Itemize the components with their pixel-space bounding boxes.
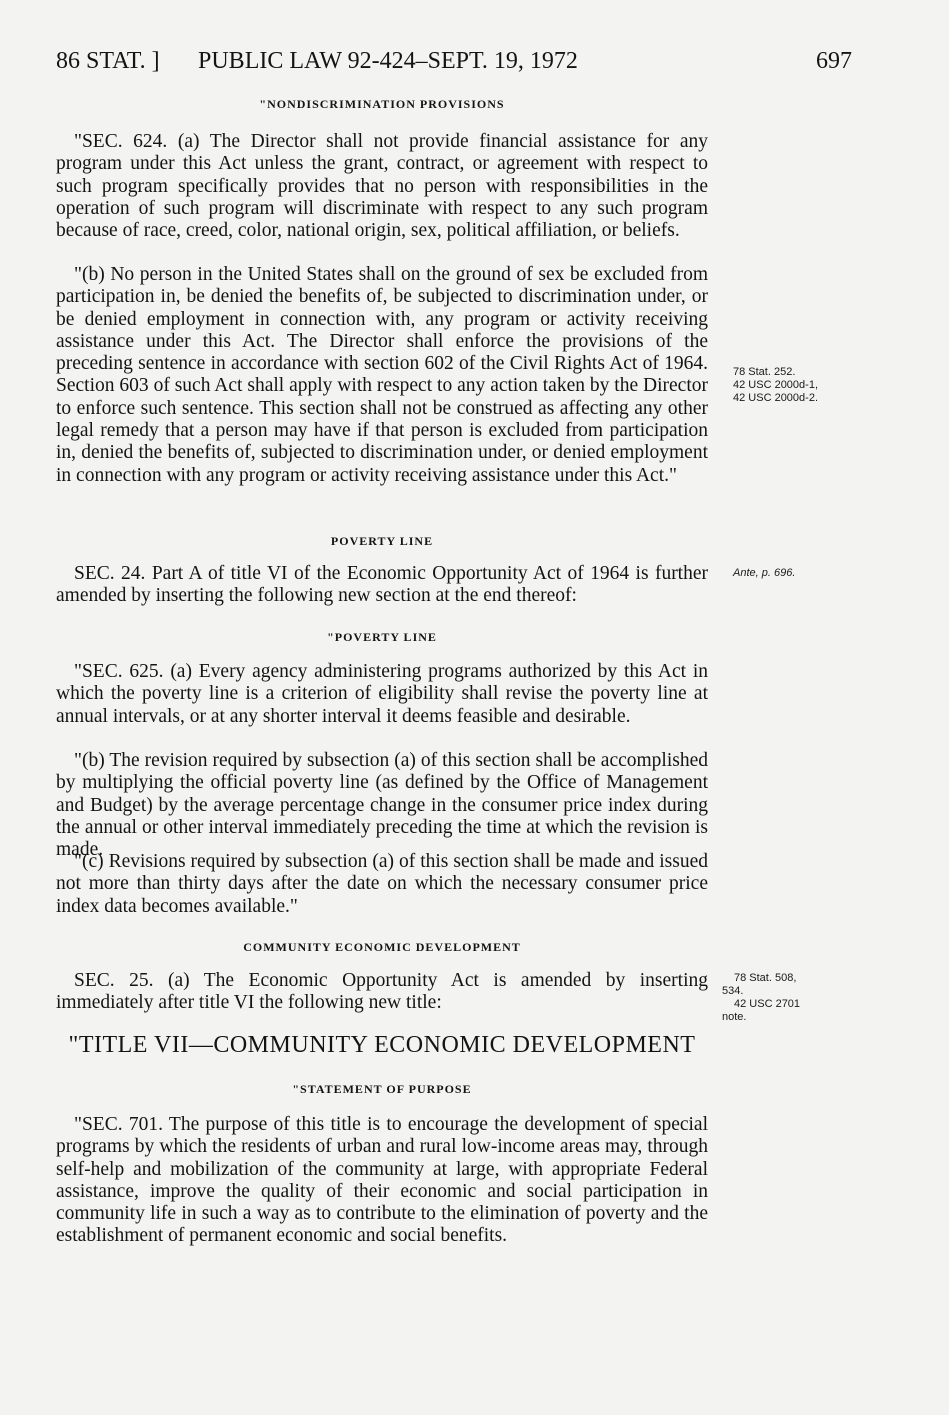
margin-note-line: 42 USC 2701: [734, 998, 801, 1010]
subheading-statement-of-purpose: "STATEMENT OF PURPOSE: [292, 1082, 472, 1096]
heading-community-economic-development: COMMUNITY ECONOMIC DEVELOPMENT: [243, 940, 521, 954]
margin-note-ante-citation: [733, 567, 863, 580]
margin-note-line: 78 Stat. 508,: [734, 972, 797, 984]
margin-note-line: note.: [722, 1011, 747, 1023]
margin-note-line: 78 Stat. 252.: [733, 366, 796, 378]
margin-note-eoa-citation: [722, 972, 852, 1024]
sec-624-a: "SEC. 624. (a) The Director shall not provide financial assistance for any program under this Act unless the grant, contract, or agreement with respect to such program specifically provides that no person with responsibilities in the operation of such program will discriminate with respect to any such program because of race, creed, color, national origin, sex, political affiliation, or beliefs.: [56, 131, 708, 242]
statute-reference: 86 STAT. ]: [56, 48, 160, 74]
title-vii-heading: "TITLE VII—COMMUNITY ECONOMIC DEVELOPMENT: [68, 1032, 696, 1058]
sec-624-b: "(b) No person in the United States shall on the ground of sex be excluded from participation in, be denied the benefits of, be subjected to discrimination under, or be denied employment in connection with, any program or activity receiving assistance under this Act. The Director shall enforce the provisions of the preceding sentence in accordance with section 602 of the Civil Rights Act of 1964. Section 603 of such Act shall apply with respect to any action taken by the Director to enforce such sentence. This section shall not be construed as affecting any other legal remedy that a person may have if that person is excluded from participation in, denied the benefits of, subjected to discrimination under, or denied employment in connection with any program or activity receiving assistance under this Act.": [56, 264, 708, 486]
margin-note-line: 534.: [722, 985, 744, 997]
subheading-poverty-line: "POVERTY LINE: [327, 630, 437, 644]
sec-625-a: "SEC. 625. (a) Every agency administering programs authorized by this Act in which the poverty line is a criterion of eligibility shall revise the poverty line at annual intervals, or at any shorter interval it deems feasible and desirable.: [56, 661, 708, 727]
page-header: [56, 48, 852, 84]
sec-24: SEC. 24. Part A of title VI of the Economic Opportunity Act of 1964 is further amended by inserting the following new section at the end thereof:: [56, 563, 708, 607]
heading-poverty-line: POVERTY LINE: [330, 534, 434, 548]
heading-nondiscrimination: "NONDISCRIMINATION PROVISIONS: [259, 97, 505, 111]
sec-625-b: "(b) The revision required by subsection (a) of this section shall be accomplished by multiplying the official poverty line (as defined by the Office of Management and Budget) by the average percentage change in the consumer price index during the annual or other interval immediately preceding the time at which the revision is made.: [56, 750, 708, 861]
margin-note-civil-rights-citation: [733, 366, 863, 405]
page-title: PUBLIC LAW 92-424–SEPT. 19, 1972: [198, 48, 578, 74]
margin-note-line: Ante, p. 696.: [733, 567, 796, 579]
page-number: 697: [816, 48, 852, 74]
margin-note-line: 42 USC 2000d-2.: [733, 392, 818, 404]
sec-25: SEC. 25. (a) The Economic Opportunity Act is amended by inserting immediately after title VI the following new title:: [56, 970, 708, 1014]
margin-note-line: 42 USC 2000d-1,: [733, 379, 818, 391]
sec-701: "SEC. 701. The purpose of this title is to encourage the development of special programs by which the residents of urban and rural low-income areas may, through self-help and mobilization of the community at large, with appropriate Federal assistance, improve the quality of their economic and social participation in community life in such a way as to contribute to the elimination of poverty and the establishment of permanent economic and social benefits.: [56, 1114, 708, 1247]
sec-625-c: "(c) Revisions required by subsection (a) of this section shall be made and issued not more than thirty days after the date on which the necessary consumer price index data becomes available.": [56, 851, 708, 917]
